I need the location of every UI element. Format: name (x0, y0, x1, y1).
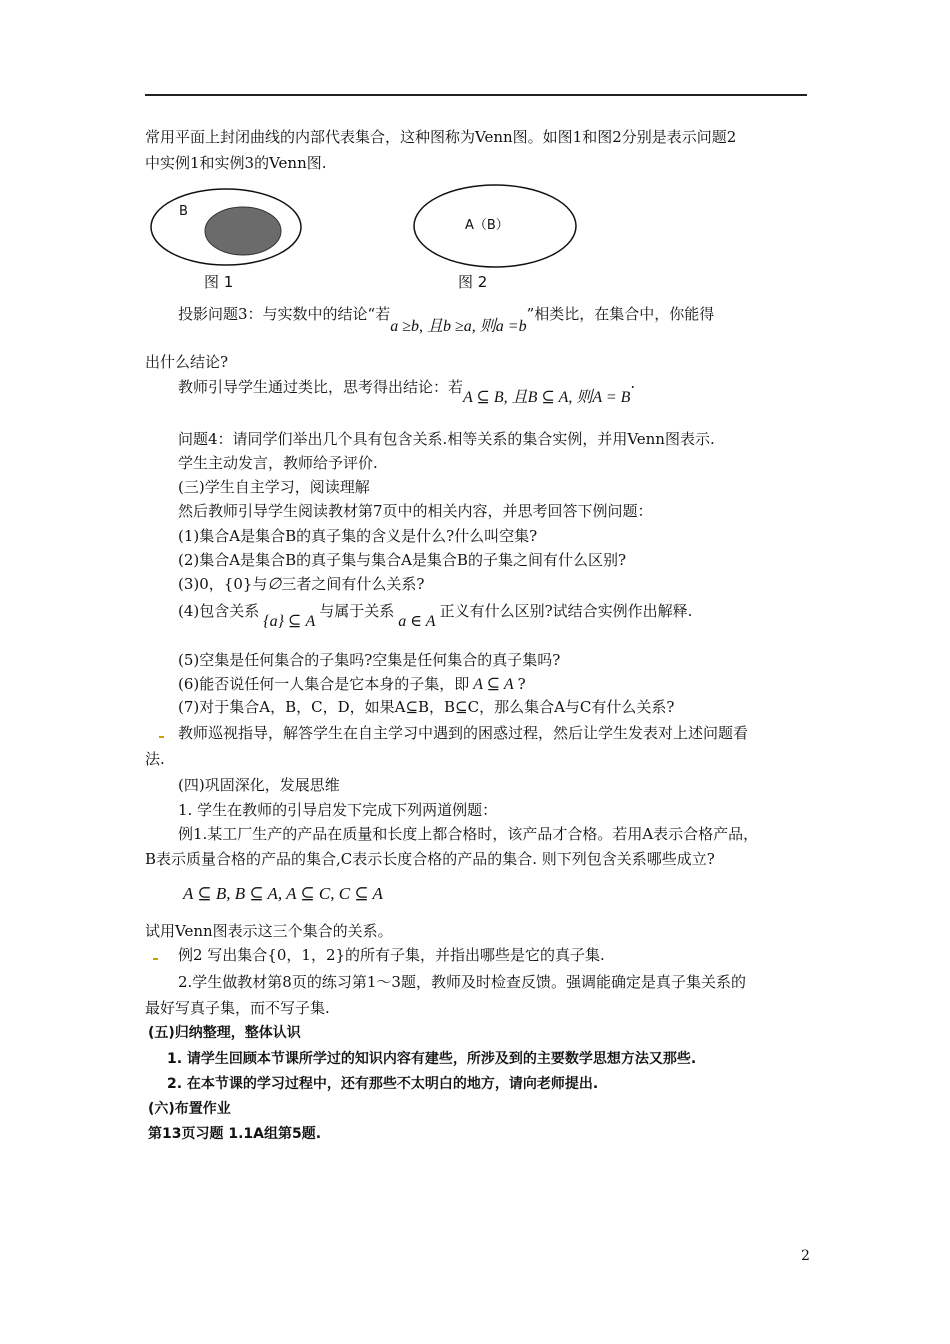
teacher-conclusion-line (178, 377, 636, 406)
yellow-mark (153, 958, 158, 960)
fig1-caption: 图 1 (204, 273, 234, 291)
paragraph-line: 1. 学生在教师的引导启发下完成下列两道例题： (178, 801, 498, 819)
list-item: (7)对于集合A，B，C，D，如果A⊆B，B⊆C，那么集合A与C有什么关系? (178, 698, 675, 716)
teacher-formula: A ⊆ B, 且B ⊆ A, 则A = B (463, 389, 631, 406)
list-text: 正义有什么区别?试结合实例作出解释. (439, 602, 693, 620)
paragraph-line: 问题4：请同学们举出几个具有包含关系.相等关系的集合实例，并用Venn图表示. (178, 430, 715, 448)
list-text: (4)包含关系 (178, 602, 260, 620)
q3-formula: a ≥b, 且b ≥a, 则a =b (390, 318, 527, 335)
paragraph-line: 例2 写出集合{0，1，2}的所有子集，并指出哪些是它的真子集. (178, 946, 605, 964)
q3-text-pre: 投影问题3：与实数中的结论“若 (178, 305, 391, 323)
section-heading: (六)布置作业 (148, 1101, 231, 1117)
paragraph-line: 法. (145, 750, 165, 768)
paragraph-line: 常用平面上封闭曲线的内部代表集合，这种图称为Venn图。如图1和图2分别是表示问题2 (145, 128, 737, 146)
paragraph-line: 2.学生做教材第8页的练习第1～3题，教师及时检查反馈。强调能确定是真子集关系的 (178, 973, 746, 991)
set-a-ellipse (205, 207, 281, 255)
paragraph-line: 例1.某工厂生产的产品在质量和长度上都合格时，该产品才合格。若用A表示合格产品， (178, 825, 759, 843)
page-number: 2 (801, 1248, 810, 1264)
list-item (178, 574, 424, 595)
paragraph-line: 出什么结论? (145, 353, 229, 371)
self-subset-formula: A ⊆ A (473, 676, 514, 693)
list-item: 1. 请学生回顾本节课所学过的知识内容有建些，所涉及到的主要数学思想方法又那些. (167, 1051, 697, 1067)
list-item: (1)集合A是集合B的真子集的含义是什么?什么叫空集? (178, 527, 538, 545)
fig1-set-label: B (179, 204, 188, 219)
section-heading: (五)归纳整理，整体认识 (148, 1025, 301, 1041)
list-text: 三者之间有什么关系? (281, 575, 425, 593)
list-item (178, 601, 693, 630)
fig2-caption: 图 2 (458, 273, 488, 291)
fig2-set-label: A（B） (465, 218, 509, 233)
paragraph-line: 最好写真子集，而不写子集. (145, 999, 330, 1017)
homework-line: 第13页习题 1.1A组第5题. (148, 1126, 322, 1142)
yellow-mark (159, 736, 164, 738)
q3-text-post: ”相类比，在集合中，你能得 (526, 305, 715, 323)
list-text: ? (517, 675, 526, 693)
teacher-text: 教师引导学生通过类比，思考得出结论：若 (178, 378, 464, 396)
example1-formula (183, 884, 383, 904)
paragraph-line: B表示质量合格的产品的集合,C表示长度合格的产品的集合. 则下列包含关系哪些成立? (145, 850, 715, 868)
paragraph-line: 然后教师引导学生阅读教材第7页中的相关内容，并思考回答下例问题： (178, 502, 653, 520)
list-text: 与属于关系 (319, 602, 395, 620)
list-item: (5)空集是任何集合的子集吗?空集是任何集合的真子集吗? (178, 651, 561, 669)
empty-set-symbol: ∅ (267, 576, 282, 593)
section-heading: (四)巩固深化，发展思维 (178, 776, 340, 794)
paragraph-line: 试用Venn图表示这三个集合的关系。 (145, 922, 393, 940)
subset-formula: {a} ⊆ A (263, 613, 316, 630)
header-rule (145, 94, 807, 96)
list-item: 2. 在本节课的学习过程中，还有那些不太明白的地方，请向老师提出. (167, 1076, 599, 1092)
list-item: (2)集合A是集合B的真子集与集合A是集合B的子集之间有什么区别? (178, 551, 627, 569)
membership-formula: a ∈ A (398, 613, 436, 630)
list-text: (3)0，{0}与 (178, 575, 268, 593)
paragraph-line: 教师巡视指导，解答学生在自主学习中遇到的困惑过程，然后让学生发表对上述问题看 (178, 724, 749, 742)
teacher-end: · (630, 378, 636, 396)
list-item (178, 674, 526, 695)
formula-text: A ⊆ B, B ⊆ A, A ⊆ C, C ⊆ A (183, 884, 383, 903)
section-heading: (三)学生自主学习，阅读理解 (178, 478, 370, 496)
list-text: (6)能否说任何一人集合是它本身的子集，即 (178, 675, 470, 693)
question-3-line (178, 304, 715, 335)
paragraph-line: 学生主动发言，教师给予评价. (178, 454, 378, 472)
paragraph-line: 中实例1和实例3的Venn图. (145, 154, 327, 172)
venn-figure-1 (148, 185, 308, 269)
